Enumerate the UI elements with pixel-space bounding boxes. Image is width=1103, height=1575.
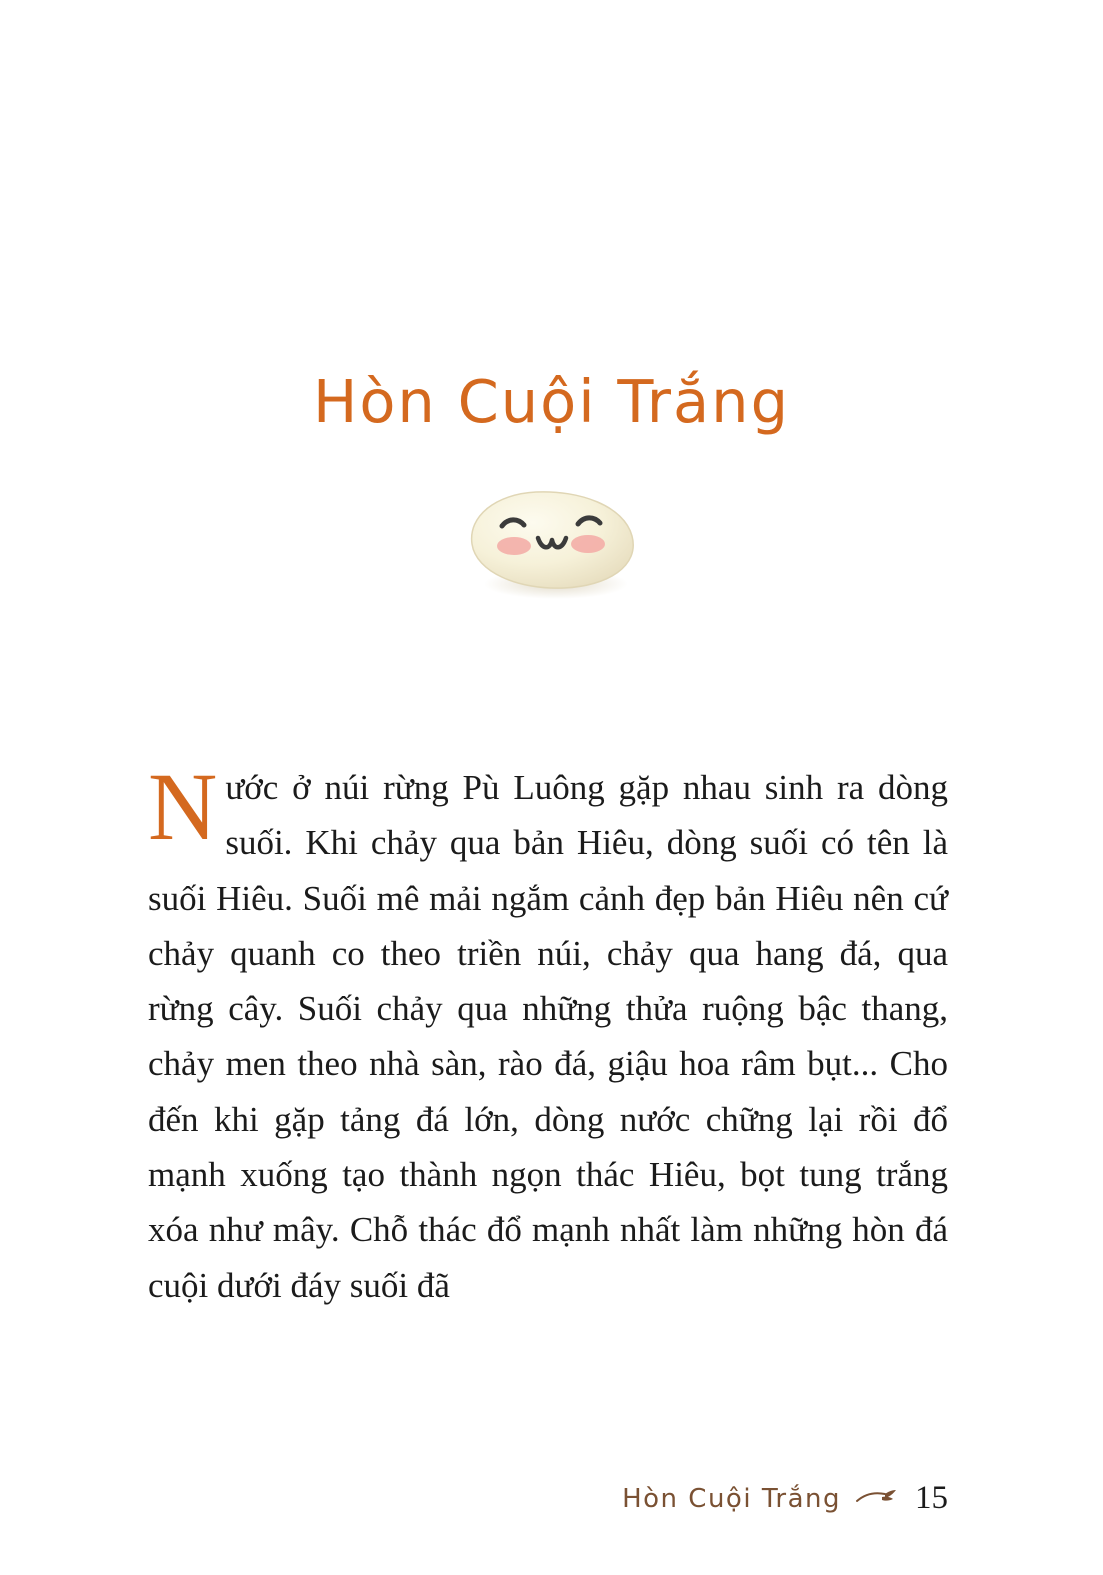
- footer-running-title: Hòn Cuội Trắng: [622, 1483, 841, 1514]
- body-paragraph-text: ước ở núi rừng Pù Luông gặp nhau sinh ra dòng suối. Khi chảy qua bản Hiêu, dòng suối có tên là suối Hiêu. Suối mê mải ngắm cảnh đẹp bản Hiêu nên cứ chảy quanh co theo triền núi, chảy qua hang đá, qua rừng cây. Suối chảy qua những thửa ruộng bậc thang, chảy men theo nhà sàn, rào đá, giậu hoa râm bụt... Cho đến khi gặp tảng đá lớn, dòng nước chững lại rồi đổ mạnh xuống tạo thành ngọn thác Hiêu, bọt tung trắng xóa như mây. Chỗ thác đổ mạnh nhất làm những hòn đá cuội dưới đáy suối đã: [148, 768, 948, 1305]
- body-paragraph: [148, 753, 948, 1313]
- page-number: 15: [915, 1480, 948, 1516]
- pebble-icon: [452, 480, 652, 610]
- page-footer: [622, 1480, 948, 1517]
- page-title: Hòn Cuội Trắng: [312, 366, 791, 436]
- drop-cap: N: [148, 753, 218, 860]
- smiling-white-pebble-illustration: [452, 480, 652, 610]
- leaf-ornament-icon: [855, 1488, 897, 1510]
